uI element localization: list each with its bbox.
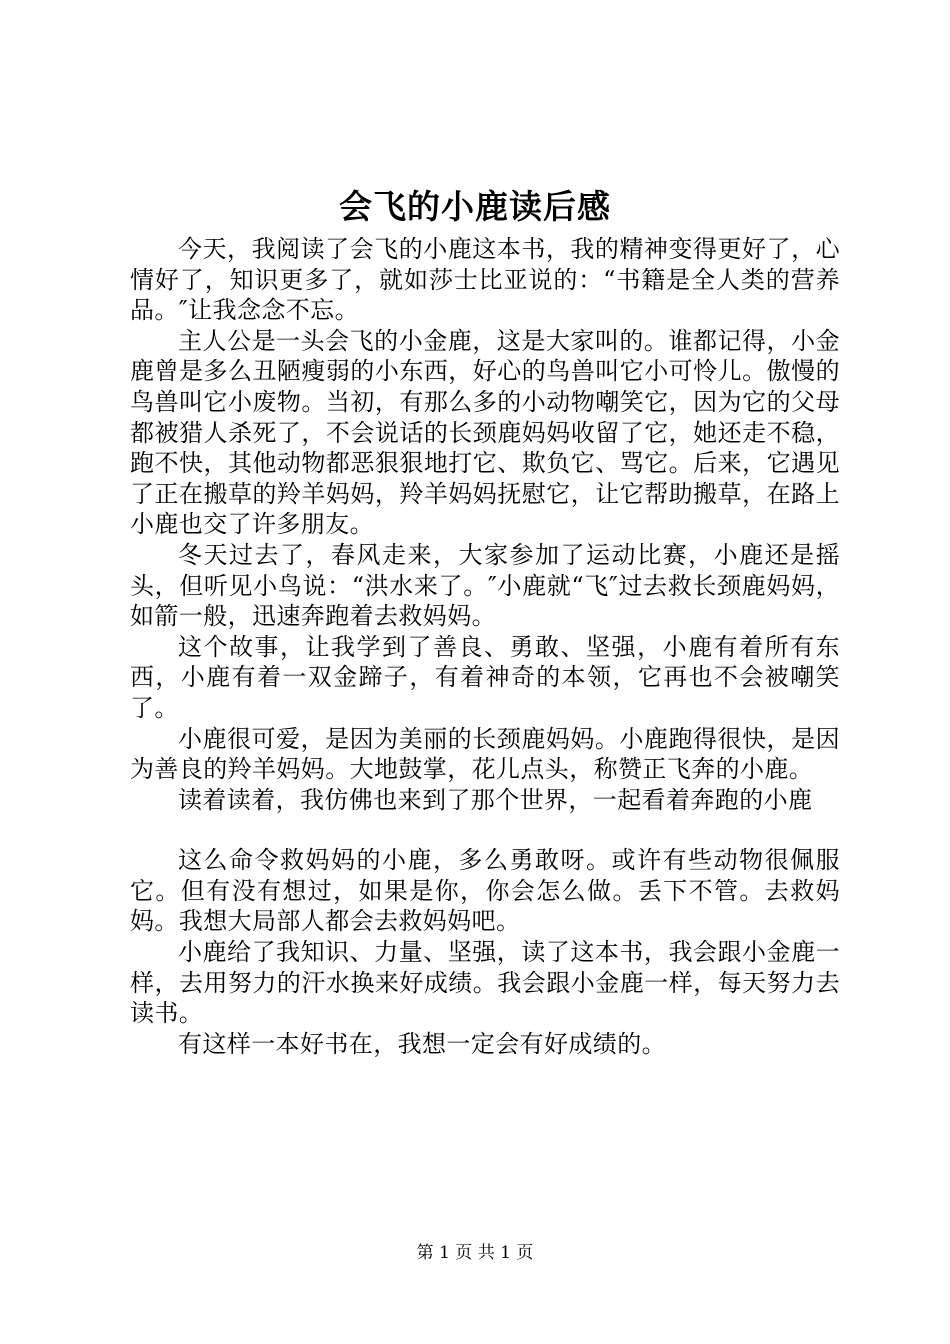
paragraph: 小鹿给了我知识、力量、坚强，读了这本书，我会跟小金鹿一样，去用努力的汗水换来好成绩。我会跟小金鹿一样，每天努力去读书。 bbox=[130, 938, 840, 1028]
paragraph: 冬天过去了，春风走来，大家参加了运动比赛，小鹿还是摇头，但听见小鸟说：“洪水来了。″小鹿就“飞″过去救长颈鹿妈妈，如箭一般，迅速奔跑着去救妈妈。 bbox=[130, 540, 840, 631]
document-title: 会飞的小鹿读后感 bbox=[339, 187, 611, 226]
paragraph: 今天，我阅读了会飞的小鹿这本书，我的精神变得更好了，心情好了，知识更多了，就如莎士比亚说的：“书籍是全人类的营养品。″让我念念不忘。 bbox=[130, 235, 840, 325]
paragraph: 小鹿很可爱，是因为美丽的长颈鹿妈妈。小鹿跑得很快，是因为善良的羚羊妈妈。大地鼓掌，花儿点头，称赞正飞奔的小鹿。 bbox=[130, 724, 840, 784]
page-footer: 第 1 页 共 1 页 bbox=[416, 1243, 534, 1263]
paragraph-gap bbox=[130, 815, 840, 845]
paragraph: 这个故事，让我学到了善良、勇敢、坚强，小鹿有着所有东西，小鹿有着一双金蹄子，有着神奇的本领，它再也不会被嘲笑了。 bbox=[130, 632, 840, 722]
paragraph: 有这样一本好书在，我想一定会有好成绩的。 bbox=[178, 1029, 666, 1058]
paragraph: 主人公是一头会飞的小金鹿，这是大家叫的。谁都记得，小金鹿曾是多么丑陋瘦弱的小东西，好心的鸟兽叫它小可怜儿。傲慢的鸟兽叫它小废物。当初，有那么多的小动物嘲笑它，因为它的父母都被猎人杀死了，不会说话的长颈鹿妈妈收留了它，她还走不稳，跑不快，其他动物都恶狠狠地打它、欺负它、骂它。后来，它遇见了正在搬草的羚羊妈妈，羚羊妈妈抚慰它，让它帮助搬草，在路上小鹿也交了许多朋友。 bbox=[130, 326, 840, 539]
paragraph: 读着读着，我仿佛也来到了那个世界，一起看着奔跑的小鹿 bbox=[178, 785, 813, 814]
document-body bbox=[130, 234, 840, 1059]
paragraph: 这么命令救妈妈的小鹿，多么勇敢呀。或许有些动物很佩服它。但有没有想过，如果是你，你会怎么做。丢下不管。去救妈妈。我想大局部人都会去救妈妈吧。 bbox=[130, 846, 840, 936]
